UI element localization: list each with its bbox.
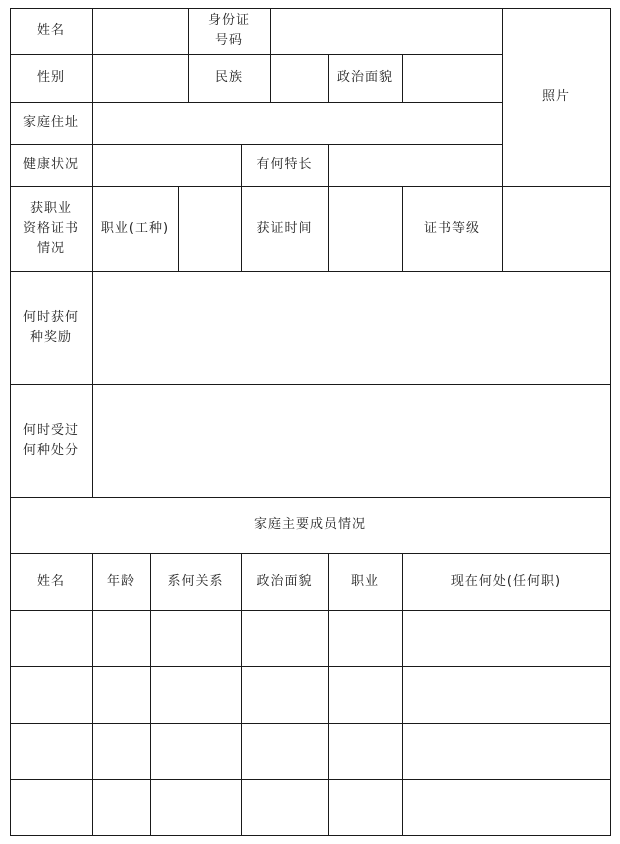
grid-vline (241, 144, 242, 271)
health-input[interactable] (92, 144, 241, 186)
family-header-name: 姓名 (36, 573, 65, 589)
family-header-relation: 系何关系 (167, 573, 224, 589)
grid-vline (328, 553, 329, 836)
grid-vline (92, 553, 93, 836)
family-row-3-name[interactable] (10, 723, 92, 779)
family-row-1-relation[interactable] (150, 610, 241, 666)
family-row-2-relation[interactable] (150, 666, 241, 723)
name-input[interactable] (92, 8, 188, 54)
family-header-age: 年龄 (106, 573, 135, 589)
family-row-1-name[interactable] (10, 610, 92, 666)
ethnicity-label: 民族 (214, 70, 243, 85)
family-row-4-name[interactable] (10, 779, 92, 835)
punishments-label: 何时受过 何种处分 (22, 422, 79, 458)
outer-border-left (10, 8, 11, 836)
grid-hline (10, 666, 610, 667)
cert-level-label: 证书等级 (423, 220, 480, 236)
family-row-3-occupation[interactable] (328, 723, 402, 779)
grid-vline (241, 553, 242, 836)
photo-label: 照片 (541, 89, 570, 104)
grid-hline (10, 54, 502, 55)
family-row-1-workplace[interactable] (402, 610, 610, 666)
family-row-4-political[interactable] (241, 779, 328, 835)
cert-time-input[interactable] (328, 186, 402, 271)
grid-hline (10, 271, 610, 272)
family-row-4-age[interactable] (92, 779, 150, 835)
awards-label: 何时获何 种奖励 (22, 309, 79, 345)
family-row-2-political[interactable] (241, 666, 328, 723)
family-row-3-political[interactable] (241, 723, 328, 779)
grid-vline (150, 553, 151, 836)
family-row-4-relation[interactable] (150, 779, 241, 835)
family-header-political: 政治面貌 (256, 573, 313, 589)
certificate-label: 获职业 资格证书 情况 (22, 200, 79, 256)
grid-hline (10, 186, 610, 187)
family-section-title: 家庭主要成员情况 (253, 517, 366, 532)
grid-vline (92, 8, 93, 497)
grid-vline (402, 553, 403, 836)
address-input[interactable] (92, 102, 502, 144)
grid-hline (10, 610, 610, 611)
grid-hline (10, 384, 610, 385)
family-row-4-workplace[interactable] (402, 779, 610, 835)
outer-border-bottom (10, 835, 610, 836)
grid-vline (270, 8, 271, 102)
punishments-input[interactable] (92, 384, 610, 497)
id-number-input[interactable] (270, 8, 502, 54)
photo-area[interactable] (502, 8, 610, 186)
cert-level-input[interactable] (502, 186, 610, 271)
political-status-label: 政治面貌 (336, 70, 393, 85)
gender-label: 性别 (36, 70, 65, 85)
family-row-3-age[interactable] (92, 723, 150, 779)
cert-time-label: 获证时间 (256, 220, 313, 236)
specialty-label: 有何特长 (256, 157, 313, 172)
name-label: 姓名 (36, 23, 65, 38)
family-row-2-name[interactable] (10, 666, 92, 723)
family-row-2-workplace[interactable] (402, 666, 610, 723)
grid-hline (10, 779, 610, 780)
grid-vline (328, 144, 329, 271)
outer-border-top (10, 8, 610, 9)
family-row-1-occupation[interactable] (328, 610, 402, 666)
grid-hline (10, 102, 502, 103)
id-number-label: 身份证 号码 (207, 13, 250, 48)
grid-vline (402, 54, 403, 102)
grid-vline (502, 8, 503, 271)
ethnicity-input[interactable] (270, 54, 328, 102)
health-label: 健康状况 (22, 157, 79, 172)
occupation-input[interactable] (178, 186, 241, 271)
family-header-workplace: 现在何处(任何职) (450, 573, 562, 589)
grid-hline (10, 144, 502, 145)
outer-border-right (610, 8, 611, 836)
grid-hline (10, 497, 610, 498)
grid-vline (188, 8, 189, 102)
family-row-1-political[interactable] (241, 610, 328, 666)
grid-vline (178, 186, 179, 271)
address-label: 家庭住址 (22, 115, 79, 130)
political-status-input[interactable] (402, 54, 502, 102)
grid-hline (10, 723, 610, 724)
family-row-2-age[interactable] (92, 666, 150, 723)
family-header-occupation: 职业 (350, 573, 379, 589)
family-row-2-occupation[interactable] (328, 666, 402, 723)
family-row-3-workplace[interactable] (402, 723, 610, 779)
gender-input[interactable] (92, 54, 188, 102)
family-row-3-relation[interactable] (150, 723, 241, 779)
family-row-4-occupation[interactable] (328, 779, 402, 835)
grid-vline (328, 54, 329, 102)
specialty-input[interactable] (328, 144, 502, 186)
awards-input[interactable] (92, 271, 610, 384)
occupation-label: 职业(工种) (100, 220, 170, 236)
grid-vline (402, 186, 403, 271)
grid-hline (10, 553, 610, 554)
family-row-1-age[interactable] (92, 610, 150, 666)
